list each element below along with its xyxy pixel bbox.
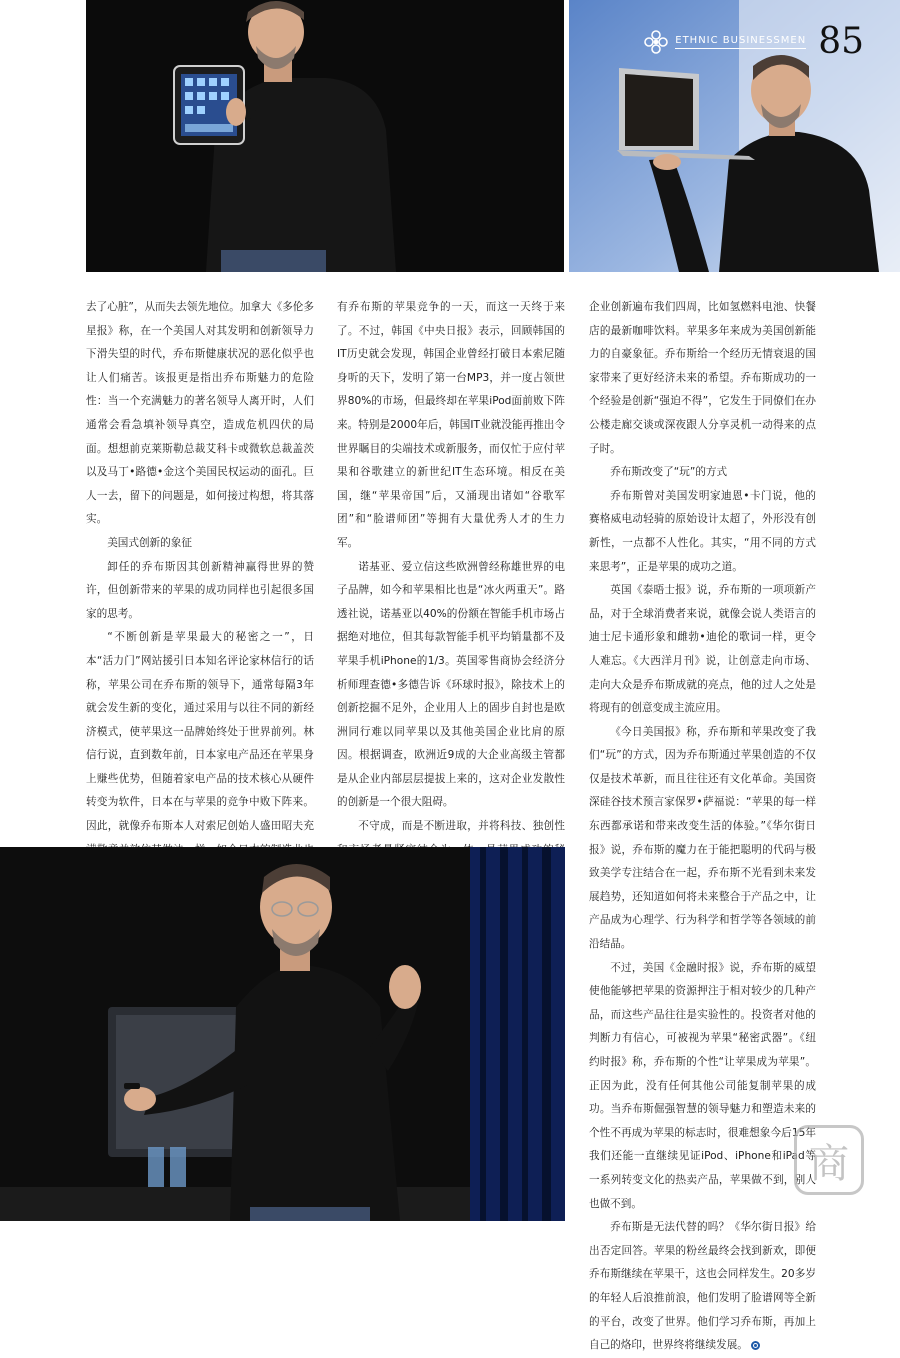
magazine-emblem-icon — [643, 29, 669, 55]
last-paragraph — [589, 1216, 816, 1358]
photo-jobs-on-stage — [0, 847, 565, 1221]
logo-glyph: 商 — [809, 1140, 849, 1187]
publisher-logo — [794, 1125, 864, 1195]
paragraph: 有乔布斯的苹果竞争的一天，而这一天终于来了。不过，韩国《中央日报》表示，回顾韩国的IT历史就会发现，韩国企业曾经打破日本索尼随身听的天下，发明了第一台MP3，并一度占领世界80%的市场，但最终却在苹果iPod面前败下阵来。特别是2000年后，韩国IT业就没能再推出令世界瞩目的尖端技术或新服务，而仅忙于应付苹果和谷歌建立的新世纪IT生态环境。相反在美国，继“苹果帝国”后，又涌现出诸如“谷歌军团”和“脸谱师团”等拥有大量优秀人才的生力军。 — [337, 301, 565, 549]
section-heading: 美国式创新的象征 — [107, 536, 192, 549]
paragraph: 诺基亚、爱立信这些欧洲曾经称雄世界的电子品牌，如今和苹果相比也是“冰火两重天”。路透社说，诺基亚以40%的份额在智能手机市场占据绝对地位，但其每款智能手机平均销量都不及苹果手机iPhone的1/3。英国零售商协会经济分析师理查德•多德告诉《环球时报》，除技术上的创新挖掘不足外，企业用人上的固步自封也是欧洲同行难以同苹果以及其他美国企业比肩的原因。根据调查，欧洲近9成的大企业高级主管都是从企业内部层层提拔上来的，这对企业发散性的创新是一个很大阻碍。 — [337, 560, 565, 809]
article-end-icon — [751, 1341, 760, 1350]
paragraph: “不断创新是苹果最大的秘密之一”，日本“活力门”网站援引日本知名评论家林信行的话称，苹果公司在乔布斯的领导下，通常每隔3年就会发生新的变化，通过采用与以往不同的新经济模式，使苹果这一品牌始终处于世界前列。林信行说，直到数年前，日本家电产品还在苹果身上赚些优势，但随着家电产品的技术核心从硬件转变为软件，日本在与苹果的竞争中败下阵来。因此，就像乔布斯本人对索尼创始人盛田昭夫充 — [86, 631, 314, 833]
paragraph: 乔布斯曾对美国发明家迪恩•卡门说，他的赛格威电动轻骑的原始设计太超了，外形没有创新性，一点都不人性化。其实，“用不同的方式来思考”，正是苹果的成功之道。 — [589, 489, 816, 573]
paragraph: 企业创新遍布我们四周，比如氢燃料电池、快餐店的最新咖啡饮料。苹果多年来成为美国创新能力的自豪象征。乔布斯给一个经历无情衰退的国家带来了更好经济未来的希望。乔布斯成功的一个经验是创新“强迫不得”，它发生于同僚们在办公楼走廊交谈或深夜跟人分享灵机一动得来的点子时。 — [589, 301, 816, 455]
page-header — [643, 22, 864, 62]
photo-jobs-ipad — [86, 0, 564, 272]
paragraph: 《今日美国报》称，乔布斯和苹果改变了我们“玩”的方式，因为乔布斯通过苹果创造的不仅仅是技术革新，而且往往还有文化革命。美国资深硅谷技术预言家保罗•萨福说：“苹果的每一样东西都承诺和带来改变生活的体验。”《华尔街日报》说，乔布斯的魔力在于能把聪明的代码与极致美学专注结合在一起，乔布斯不光看到未来发展趋势，还知道如何将未来整合于产品之中，让产品成为心理学、行为科学和哲学等各领域的前沿结晶。 — [589, 725, 816, 951]
paragraph: 英国《泰晤士报》说，乔布斯的一项项新产品，对于全球消费者来说，就像会说人类语言的迪士尼卡通形象和雌勃•迪伦的歌词一样，更令人难忘。《大西洋月刊》说，让创意走向市场、走向大众是乔布斯成就的亮点，他的过人之处是将现有的创意变成主流应用。 — [589, 584, 816, 715]
paragraph: 去了心脏”，从而失去领先地位。加拿大《多伦多星报》称，在一个美国人对其发明和创新领导力下滑失望的时代，乔布斯健康状况的恶化似乎也让人们痛苦。该报更是指出乔布斯魅力的危险性：当一个充满魅力的著名领导人离开时，人们通常会看急填补领导真空，造成危机四伏的局面。想想前克莱斯勒总裁艾科卡或微软总裁盖茨以及马丁•路德•金这个美国民权运动的面孔。巨人一去，留下的问题是，如何接过构想，将其落实。 — [86, 301, 314, 526]
paragraph: 卸任的乔布斯因其创新精神赢得世界的赞许，但创新带来的苹果的成功同样也引起很多国家的思考。 — [86, 560, 314, 620]
paragraph: 不过，美国《金融时报》说，乔布斯的威望使他能够把苹果的资源押注于相对较少的几种产品，而这些产品往往是实验性的。投资者对他的判断力有信心，可被视为苹果“秘密武器”。《纽约时报》称，乔布斯的个性“让苹果成为苹果”。正因为此，没有任何其他公司能复制苹果的成功。当乔布斯倔强智慧的领导魅力和塑造未来的个性不再成为苹果的标志时，很难想象今后15年我们还能一直继续见证iPod、iPhone和iPad等一系列转变文化的热卖产品，苹果做不到，别人也做不到。 — [589, 961, 816, 1210]
magazine-name: ETHNIC BUSINESSMEN — [675, 35, 806, 49]
paragraph: 不守成，而是不断进取，并将科技、独创性 — [358, 820, 565, 833]
article-column-3 — [589, 296, 816, 1358]
page-number: 85 — [818, 21, 864, 62]
section-heading: 乔布斯改变了“玩”的方式 — [610, 466, 728, 479]
paragraph-text: 乔布斯是无法代替的吗？《华尔街日报》给出否定回答。苹果的粉丝最终会找到新欢，即便乔布斯继续在苹果干，这也会同样发生。20多岁的年轻人后浪推前浪，他们发明了脸谱网等全新的平台，改变了世界。他们学习乔布斯，再加上自己的烙印，世界终将继续发展。 — [589, 1221, 816, 1352]
